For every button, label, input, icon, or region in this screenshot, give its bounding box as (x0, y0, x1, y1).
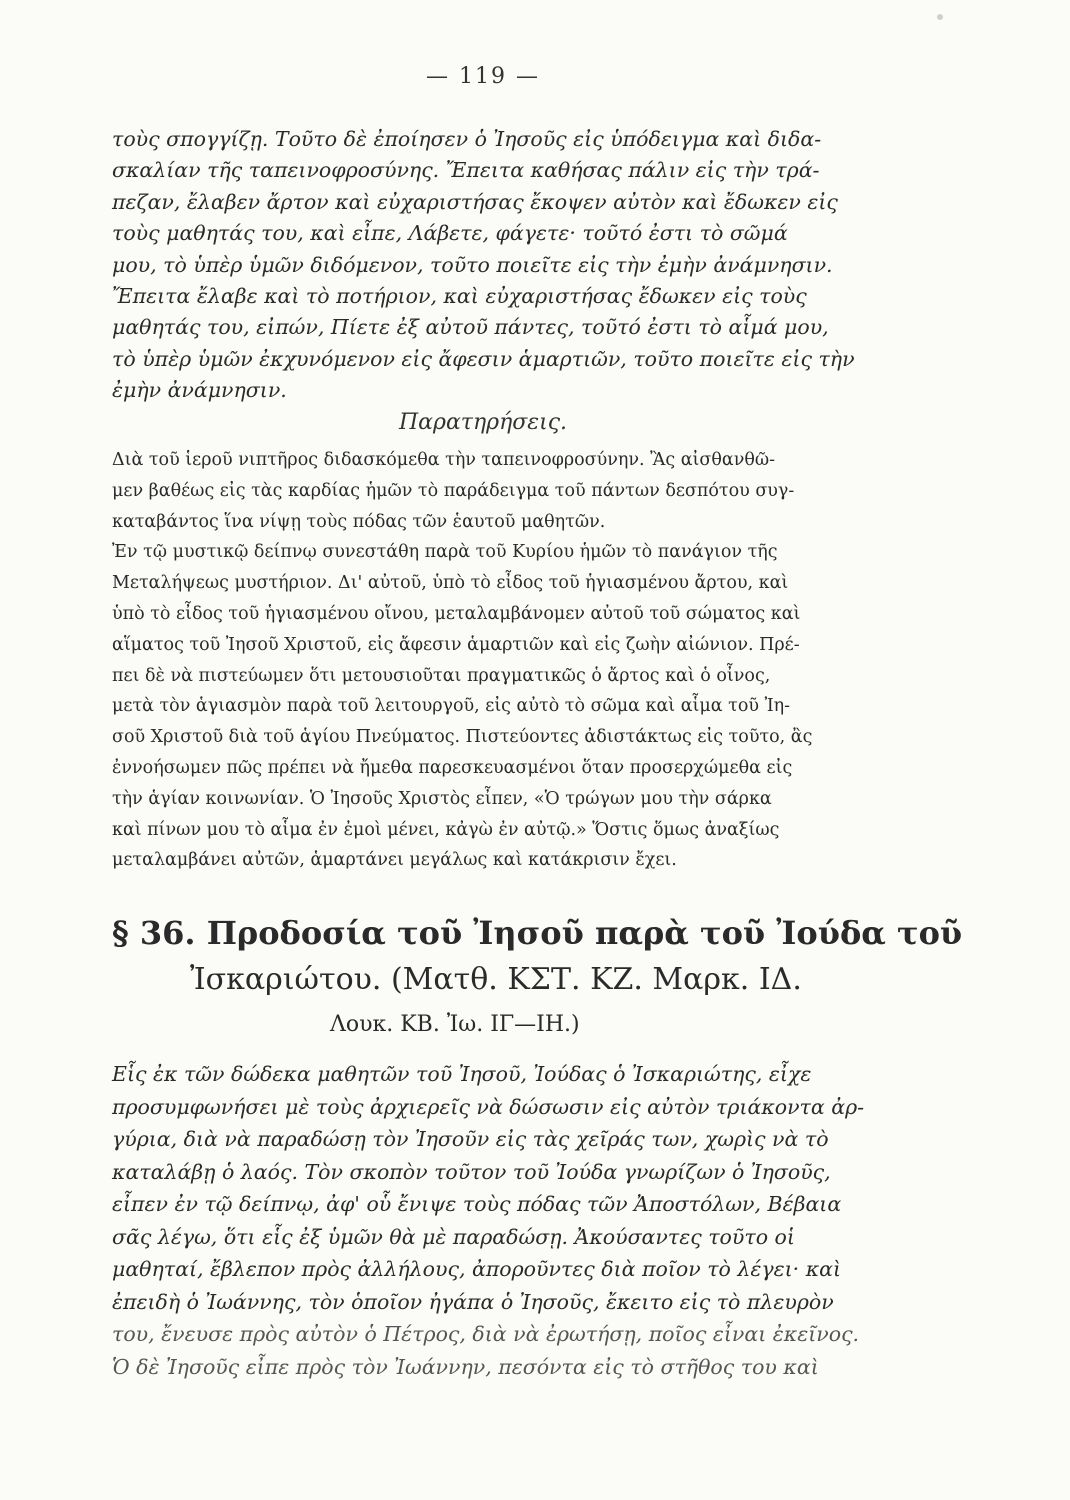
text-line: Εἷς ἐκ τῶν δώδεκα μαθητῶν τοῦ Ἰησοῦ, Ἰούδας ὁ Ἰσκαριώτης, εἶχε (112, 1062, 812, 1086)
text-line: μου, τὸ ὑπὲρ ὑμῶν διδόμενον, τοῦτο ποιεῖτε εἰς τὴν ἐμὴν ἀνάμνησιν. (112, 252, 833, 277)
observations-text (112, 445, 852, 876)
page-speck (937, 14, 943, 20)
text-line: ἐπειδὴ ὁ Ἰωάννης, τὸν ὁποῖον ἠγάπα ὁ Ἰησοῦς, ἔκειτο εἰς τὸ πλευρὸν (112, 1289, 834, 1314)
text-line: του, ἔνευσε πρὸς αὐτὸν ὁ Πέτρος, διὰ νὰ ἐρωτήσῃ, ποῖος εἶναι ἐκεῖνος. (112, 1322, 860, 1346)
section-title: § 36. Προδοσία τοῦ Ἰησοῦ παρὰ τοῦ Ἰούδα τοῦ (112, 914, 963, 952)
text-line: μεταλαμβάνει αὐτῶν, ἁμαρτάνει μεγάλως καὶ κατάκρισιν ἔχει. (112, 850, 677, 871)
text-line: Ἐν τῷ μυστικῷ δείπνῳ συνεστάθη παρὰ τοῦ Κυρίου ἡμῶν τὸ πανάγιον τῆς (112, 542, 778, 563)
text-line: μετὰ τὸν ἁγιασμὸν παρὰ τοῦ λειτουργοῦ, εἰς αὐτὸ τὸ σῶμα καὶ αἷμα τοῦ Ἰη- (112, 696, 791, 717)
page-number: — 119 — (426, 64, 540, 89)
section-reference: Λουκ. ΚΒ. Ἰω. ΙΓ—ΙΗ.) (330, 1012, 580, 1037)
text-line: εἶπεν ἐν τῷ δείπνῳ, ἀφ' οὗ ἔνιψε τοὺς πόδας τῶν Ἀποστόλων, Βέβαια (112, 1192, 842, 1216)
text-line: τοὺς σπογγίζῃ. Τοῦτο δὲ ἐποίησεν ὁ Ἰησοῦς εἰς ὑπόδειγμα καὶ διδα- (112, 127, 822, 151)
text-line: σοῦ Χριστοῦ διὰ τοῦ ἁγίου Πνεύματος. Πιστεύοντες ἀδιστάκτως εἰς τοῦτο, ἂς (112, 727, 813, 748)
text-line: μεν βαθέως εἰς τὰς καρδίας ἡμῶν τὸ παράδειγμα τοῦ πάντων δεσπότου συγ- (112, 480, 795, 501)
text-line: μαθητάς του, εἰπών, Πίετε ἐξ αὐτοῦ πάντες, τοῦτό ἐστι τὸ αἷμά μου, (112, 315, 829, 340)
text-line: ἐμὴν ἀνάμνησιν. (112, 378, 287, 403)
section-title-line-2 (190, 958, 930, 1002)
text-line: τὸ ὑπὲρ ὑμῶν ἐκχυνόμενον εἰς ἄφεσιν ἁμαρτιῶν, τοῦτο ποιεῖτε εἰς τὴν (112, 346, 855, 371)
text-line: πει δὲ νὰ πιστεύωμεν ὅτι μετουσιοῦται πραγματικῶς ὁ ἄρτος καὶ ὁ οἶνος, (112, 665, 771, 686)
text-line: τοὺς μαθητάς του, καὶ εἶπε, Λάβετε, φάγετε· τοῦτό ἐστι τὸ σῶμά (112, 221, 788, 246)
paragraph-betrayal (112, 1058, 865, 1383)
text-line: γύρια, διὰ νὰ παραδώσῃ τὸν Ἰησοῦν εἰς τὰς χεῖράς των, χωρὶς νὰ τὸ (112, 1127, 829, 1151)
section-title-line-3 (330, 1010, 1070, 1040)
text-line: Μεταλήψεως μυστήριον. Δι' αὐτοῦ, ὑπὸ τὸ εἶδος τοῦ ἡγιασμένου ἄρτου, καὶ (112, 573, 789, 594)
text-line: προσυμφωνήσει μὲ τοὺς ἀρχιερεῖς νὰ δώσωσιν εἰς αὐτὸν τριάκοντα ἀρ- (112, 1094, 865, 1119)
text-line: τὴν ἁγίαν κοινωνίαν. Ὁ Ἰησοῦς Χριστὸς εἶπεν, «Ὁ τρώγων μου τὴν σάρκα (112, 788, 772, 809)
text-line: ἐννοήσωμεν πῶς πρέπει νὰ ἤμεθα παρεσκευασμένοι ὅταν προσερχώμεθα εἰς (112, 757, 793, 778)
text-line: καταβάντος ἵνα νίψῃ τοὺς πόδας τῶν ἑαυτοῦ μαθητῶν. (112, 511, 606, 532)
text-line: σκαλίαν τῆς ταπεινοφροσύνης. Ἔπειτα καθήσας πάλιν εἰς τὴν τρά- (112, 158, 820, 183)
text-line: καταλάβῃ ὁ λαός. Τὸν σκοπὸν τοῦτον τοῦ Ἰούδα γνωρίζων ὁ Ἰησοῦς, (112, 1159, 831, 1184)
section-title: Ἰσκαριώτου. (Ματθ. ΚΣΤ. ΚΖ. Μαρκ. ΙΔ. (190, 962, 802, 997)
paragraph-foot-washing (112, 124, 855, 407)
text-line: Ἔπειτα ἔλαβε καὶ τὸ ποτήριον, καὶ εὐχαριστήσας ἔδωκεν εἰς τοὺς (112, 283, 807, 308)
text-line: αἵματος τοῦ Ἰησοῦ Χριστοῦ, εἰς ἄφεσιν ἁμαρτιῶν καὶ εἰς ζωὴν αἰώνιον. Πρέ- (112, 634, 800, 655)
text-line: σᾶς λέγω, ὅτι εἷς ἐξ ὑμῶν θὰ μὲ παραδώσῃ. Ἀκούσαντες τοῦτο οἱ (112, 1224, 795, 1249)
text-line: καὶ πίνων μου τὸ αἷμα ἐν ἐμοὶ μένει, κἀγὼ ἐν αὐτῷ.» Ὅστις ὅμως ἀναξίως (112, 819, 780, 840)
text-line: μαθηταί, ἔβλεπον πρὸς ἀλλήλους, ἀποροῦντες διὰ ποῖον τὸ λέγει· καὶ (112, 1257, 842, 1281)
observations-heading: Παρατηρήσεις. (398, 410, 568, 435)
text-line: Ὁ δὲ Ἰησοῦς εἶπε πρὸς τὸν Ἰωάννην, πεσόντα εἰς τὸ στῆθος του καὶ (112, 1354, 819, 1379)
text-line: Διὰ τοῦ ἱεροῦ νιπτῆρος διδασκόμεθα τὴν ταπεινοφροσύνην. Ἂς αἰσθανθῶ- (112, 450, 776, 470)
text-line: ὑπὸ τὸ εἶδος τοῦ ἡγιασμένου οἴνου, μεταλαμβάνομεν αὐτοῦ τοῦ σώματος καὶ (112, 603, 801, 624)
text-line: πεζαν, ἔλαβεν ἄρτον καὶ εὐχαριστήσας ἔκοψεν αὐτὸν καὶ ἔδωκεν εἰς (112, 189, 838, 214)
section-title-line-1 (112, 910, 963, 956)
